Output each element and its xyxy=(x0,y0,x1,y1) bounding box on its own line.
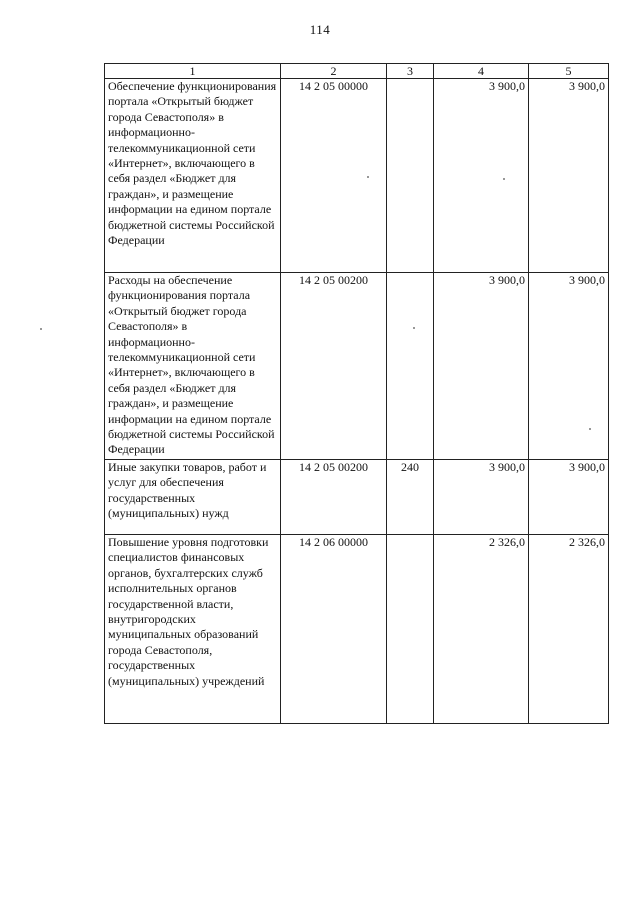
row-expense-type xyxy=(387,535,434,724)
scan-speck xyxy=(503,178,505,180)
row-value-2: 3 900,0 xyxy=(529,460,609,535)
row-value-2: 3 900,0 xyxy=(529,79,609,273)
row-code: 14 2 05 00000 xyxy=(281,79,387,273)
row-code: 14 2 05 00200 xyxy=(281,460,387,535)
column-header-2: 2 xyxy=(281,64,387,79)
row-value-1: 3 900,0 xyxy=(434,273,529,460)
scan-speck xyxy=(589,428,591,430)
page-number: 114 xyxy=(309,22,331,37)
row-code: 14 2 05 00200 xyxy=(281,273,387,460)
row-expense-type xyxy=(387,79,434,273)
row-value-1: 3 900,0 xyxy=(434,460,529,535)
budget-table xyxy=(104,63,609,724)
row-name: Обеспечение функционирования портала «Открытый бюджет города Севастополя» в информационно-телекоммуникационной сети «Интернет», включающего в себя раздел «Бюджет для граждан», и размещение информации на едином портале бюджетной системы Российской Федерации xyxy=(105,79,281,273)
row-value-2: 2 326,0 xyxy=(529,535,609,724)
row-code: 14 2 06 00000 xyxy=(281,535,387,724)
table-row xyxy=(105,535,609,724)
scan-speck xyxy=(367,176,369,178)
scan-speck xyxy=(40,328,42,330)
column-header-4: 4 xyxy=(434,64,529,79)
row-name: Повышение уровня подготовки специалистов финансовых органов, бухгалтерских служб исполнительных органов государственной власти, внутригородских муниципальных образований города Севастополя, государственных (муниципальных) учреждений xyxy=(105,535,281,724)
row-expense-type: 240 xyxy=(387,460,434,535)
row-value-1: 3 900,0 xyxy=(434,79,529,273)
row-expense-type xyxy=(387,273,434,460)
table-header-row xyxy=(105,64,609,79)
column-header-3: 3 xyxy=(387,64,434,79)
table-row xyxy=(105,273,609,460)
column-header-1: 1 xyxy=(105,64,281,79)
table-row xyxy=(105,79,609,273)
column-header-5: 5 xyxy=(529,64,609,79)
row-value-2: 3 900,0 xyxy=(529,273,609,460)
row-name: Иные закупки товаров, работ и услуг для обеспечения государственных (муниципальных) нужд xyxy=(105,460,281,535)
row-name: Расходы на обеспечение функционирования портала «Открытый бюджет города Севастополя» в информационно-телекоммуникационной сети «Интернет», включающего в себя раздел «Бюджет для граждан», и размещение информации на едином портале бюджетной системы Российской Федерации xyxy=(105,273,281,460)
scan-speck xyxy=(413,327,415,329)
row-value-1: 2 326,0 xyxy=(434,535,529,724)
table-row xyxy=(105,460,609,535)
